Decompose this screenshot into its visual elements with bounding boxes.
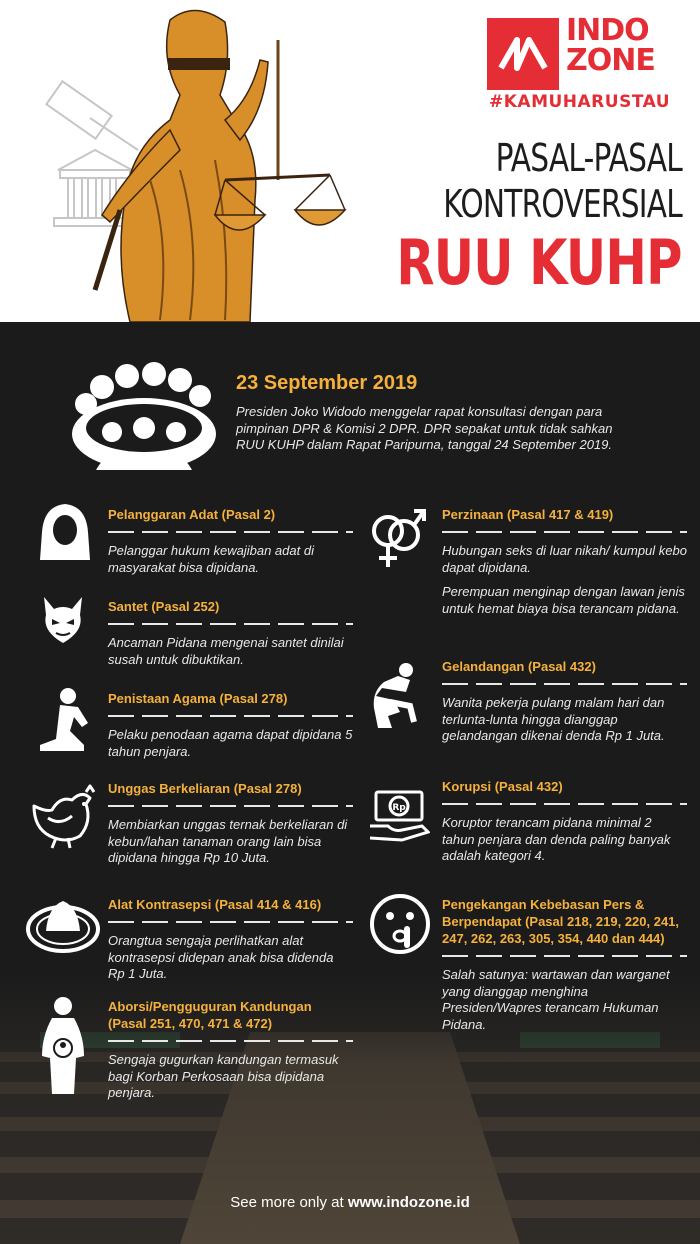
- item-description: Ancaman Pidana mengenai santet dinilai susah untuk dibuktikan.: [108, 635, 344, 667]
- lady-justice-illustration: [20, 0, 350, 322]
- item-description: Pelaku penodaan agama dapat dipidana 5 tahun penjara.: [108, 727, 353, 759]
- gender-symbols-icon: [366, 505, 428, 571]
- page-title-line-1: PASAL-PASAL: [495, 136, 682, 180]
- footer: [0, 1194, 700, 1211]
- item-description: Membiarkan unggas ternak berkeliaran di kebun/lahan tanaman orang lain bisa dipidana hingga Rp 10 Juta.: [108, 817, 348, 865]
- chicken-icon: [26, 782, 98, 850]
- list-item-alat-kontrasepsi: [108, 896, 353, 983]
- item-description: Koruptor terancam pidana minimal 2 tahun penjara dan denda paling banyak adalah kategori 4.: [442, 815, 671, 863]
- footer-prefix: See more only at: [230, 1194, 348, 1211]
- list-item-aborsi: [108, 998, 353, 1102]
- dashed-divider: [442, 531, 687, 533]
- footer-url-link[interactable]: www.indozone.id: [347, 1194, 470, 1211]
- dashed-divider: [442, 955, 687, 957]
- hashtag: #KAMUHARUSTAU: [489, 92, 671, 112]
- item-description: Orangtua sengaja perlihatkan alat kontrasepsi didepan anak bisa didenda Rp 1 Juta.: [108, 933, 334, 981]
- list-item-penistaan-agama: [108, 690, 353, 760]
- list-item-korupsi: [442, 778, 687, 865]
- dashed-divider: [108, 921, 353, 923]
- dashed-divider: [108, 715, 353, 717]
- item-title: Pengekangan Kebebasan Pers & Berpendapat (Pasal 218, 219, 220, 241, 247, 262, 263, 305, 354, 440 dan 444): [442, 897, 680, 946]
- header: [0, 0, 700, 322]
- list-item-perzinaan: [442, 506, 687, 617]
- item-description: Sengaja gugurkan kandungan termasuk bagi Korban Perkosaan bisa dipidana penjara.: [108, 1052, 339, 1100]
- dashed-divider: [108, 805, 353, 807]
- dashed-divider: [108, 531, 353, 533]
- item-title: Alat Kontrasepsi (Pasal 414 & 416): [108, 897, 322, 912]
- item-description: Salah satunya: wartawan dan warganet yang dianggap menghina Presiden/Wapres terancam Hukuman Pidana.: [442, 967, 670, 1032]
- woman-hijab-icon: [38, 502, 92, 562]
- item-description: Hubungan seks di luar nikah/ kumpul kebo dapat dipidana.: [442, 543, 687, 575]
- page-title-line-2: KONTROVERSIAL: [443, 182, 682, 226]
- dashed-divider: [442, 803, 687, 805]
- list-item-santet: [108, 598, 353, 668]
- item-description: Pelanggar hukum kewajiban adat di masyarakat bisa dipidana.: [108, 543, 314, 575]
- item-description: Wanita pekerja pulang malam hari dan terlunta-lunta hingga dianggap gelandangan dikenai denda Rp 1 Juta.: [442, 695, 665, 743]
- meeting-people-icon: [72, 362, 217, 472]
- shush-face-icon: [368, 892, 432, 956]
- item-title: Penistaan Agama (Pasal 278): [108, 691, 288, 706]
- item-title: Perzinaan (Pasal 417 & 419): [442, 507, 614, 522]
- item-title: Korupsi (Pasal 432): [442, 779, 563, 794]
- bribe-money-icon: [368, 782, 430, 842]
- item-title: Aborsi/Pengguguran Kandungan (Pasal 251, 470, 471 & 472): [108, 999, 312, 1031]
- intro-date: 23 September 2019: [236, 372, 418, 394]
- dashed-divider: [108, 623, 353, 625]
- indozone-logo-icon: [487, 18, 559, 90]
- intro-text: Presiden Joko Widodo menggelar rapat konsultasi dengan para pimpinan DPR & Komisi 2 DPR. DPR sepakat untuk tidak sahkan RUU KUHP dalam Rapat Paripurna, tanggal 24 September 2019.: [236, 404, 613, 452]
- brand-line-1: INDO: [566, 13, 649, 48]
- item-title: Gelandangan (Pasal 432): [442, 659, 596, 674]
- pregnant-woman-icon: [38, 996, 88, 1096]
- content-section: [0, 322, 700, 1244]
- list-item-kebebasan-pers: [442, 896, 687, 1033]
- item-title: Pelanggaran Adat (Pasal 2): [108, 507, 276, 522]
- devil-icon: [40, 595, 86, 645]
- praying-person-icon: [38, 687, 92, 753]
- dashed-divider: [108, 1040, 353, 1042]
- svg-text:Rp: Rp: [392, 803, 406, 813]
- list-item-pelanggaran-adat: [108, 506, 353, 576]
- list-item-unggas-berkeliaran: [108, 780, 353, 867]
- item-title: Unggas Berkeliaran (Pasal 278): [108, 781, 302, 796]
- item-description-2: Perempuan menginap dengan lawan jenis untuk hemat biaya bisa terancam pidana.: [442, 584, 685, 616]
- dashed-divider: [442, 683, 687, 685]
- brand-line-2: ZONE: [566, 43, 655, 78]
- item-title: Santet (Pasal 252): [108, 599, 220, 614]
- list-item-gelandangan: [442, 658, 687, 745]
- homeless-woman-icon: [370, 662, 420, 730]
- condom-icon: [26, 897, 100, 953]
- brand-name: [566, 13, 655, 78]
- page-title-line-3: RUU KUHP: [396, 226, 682, 299]
